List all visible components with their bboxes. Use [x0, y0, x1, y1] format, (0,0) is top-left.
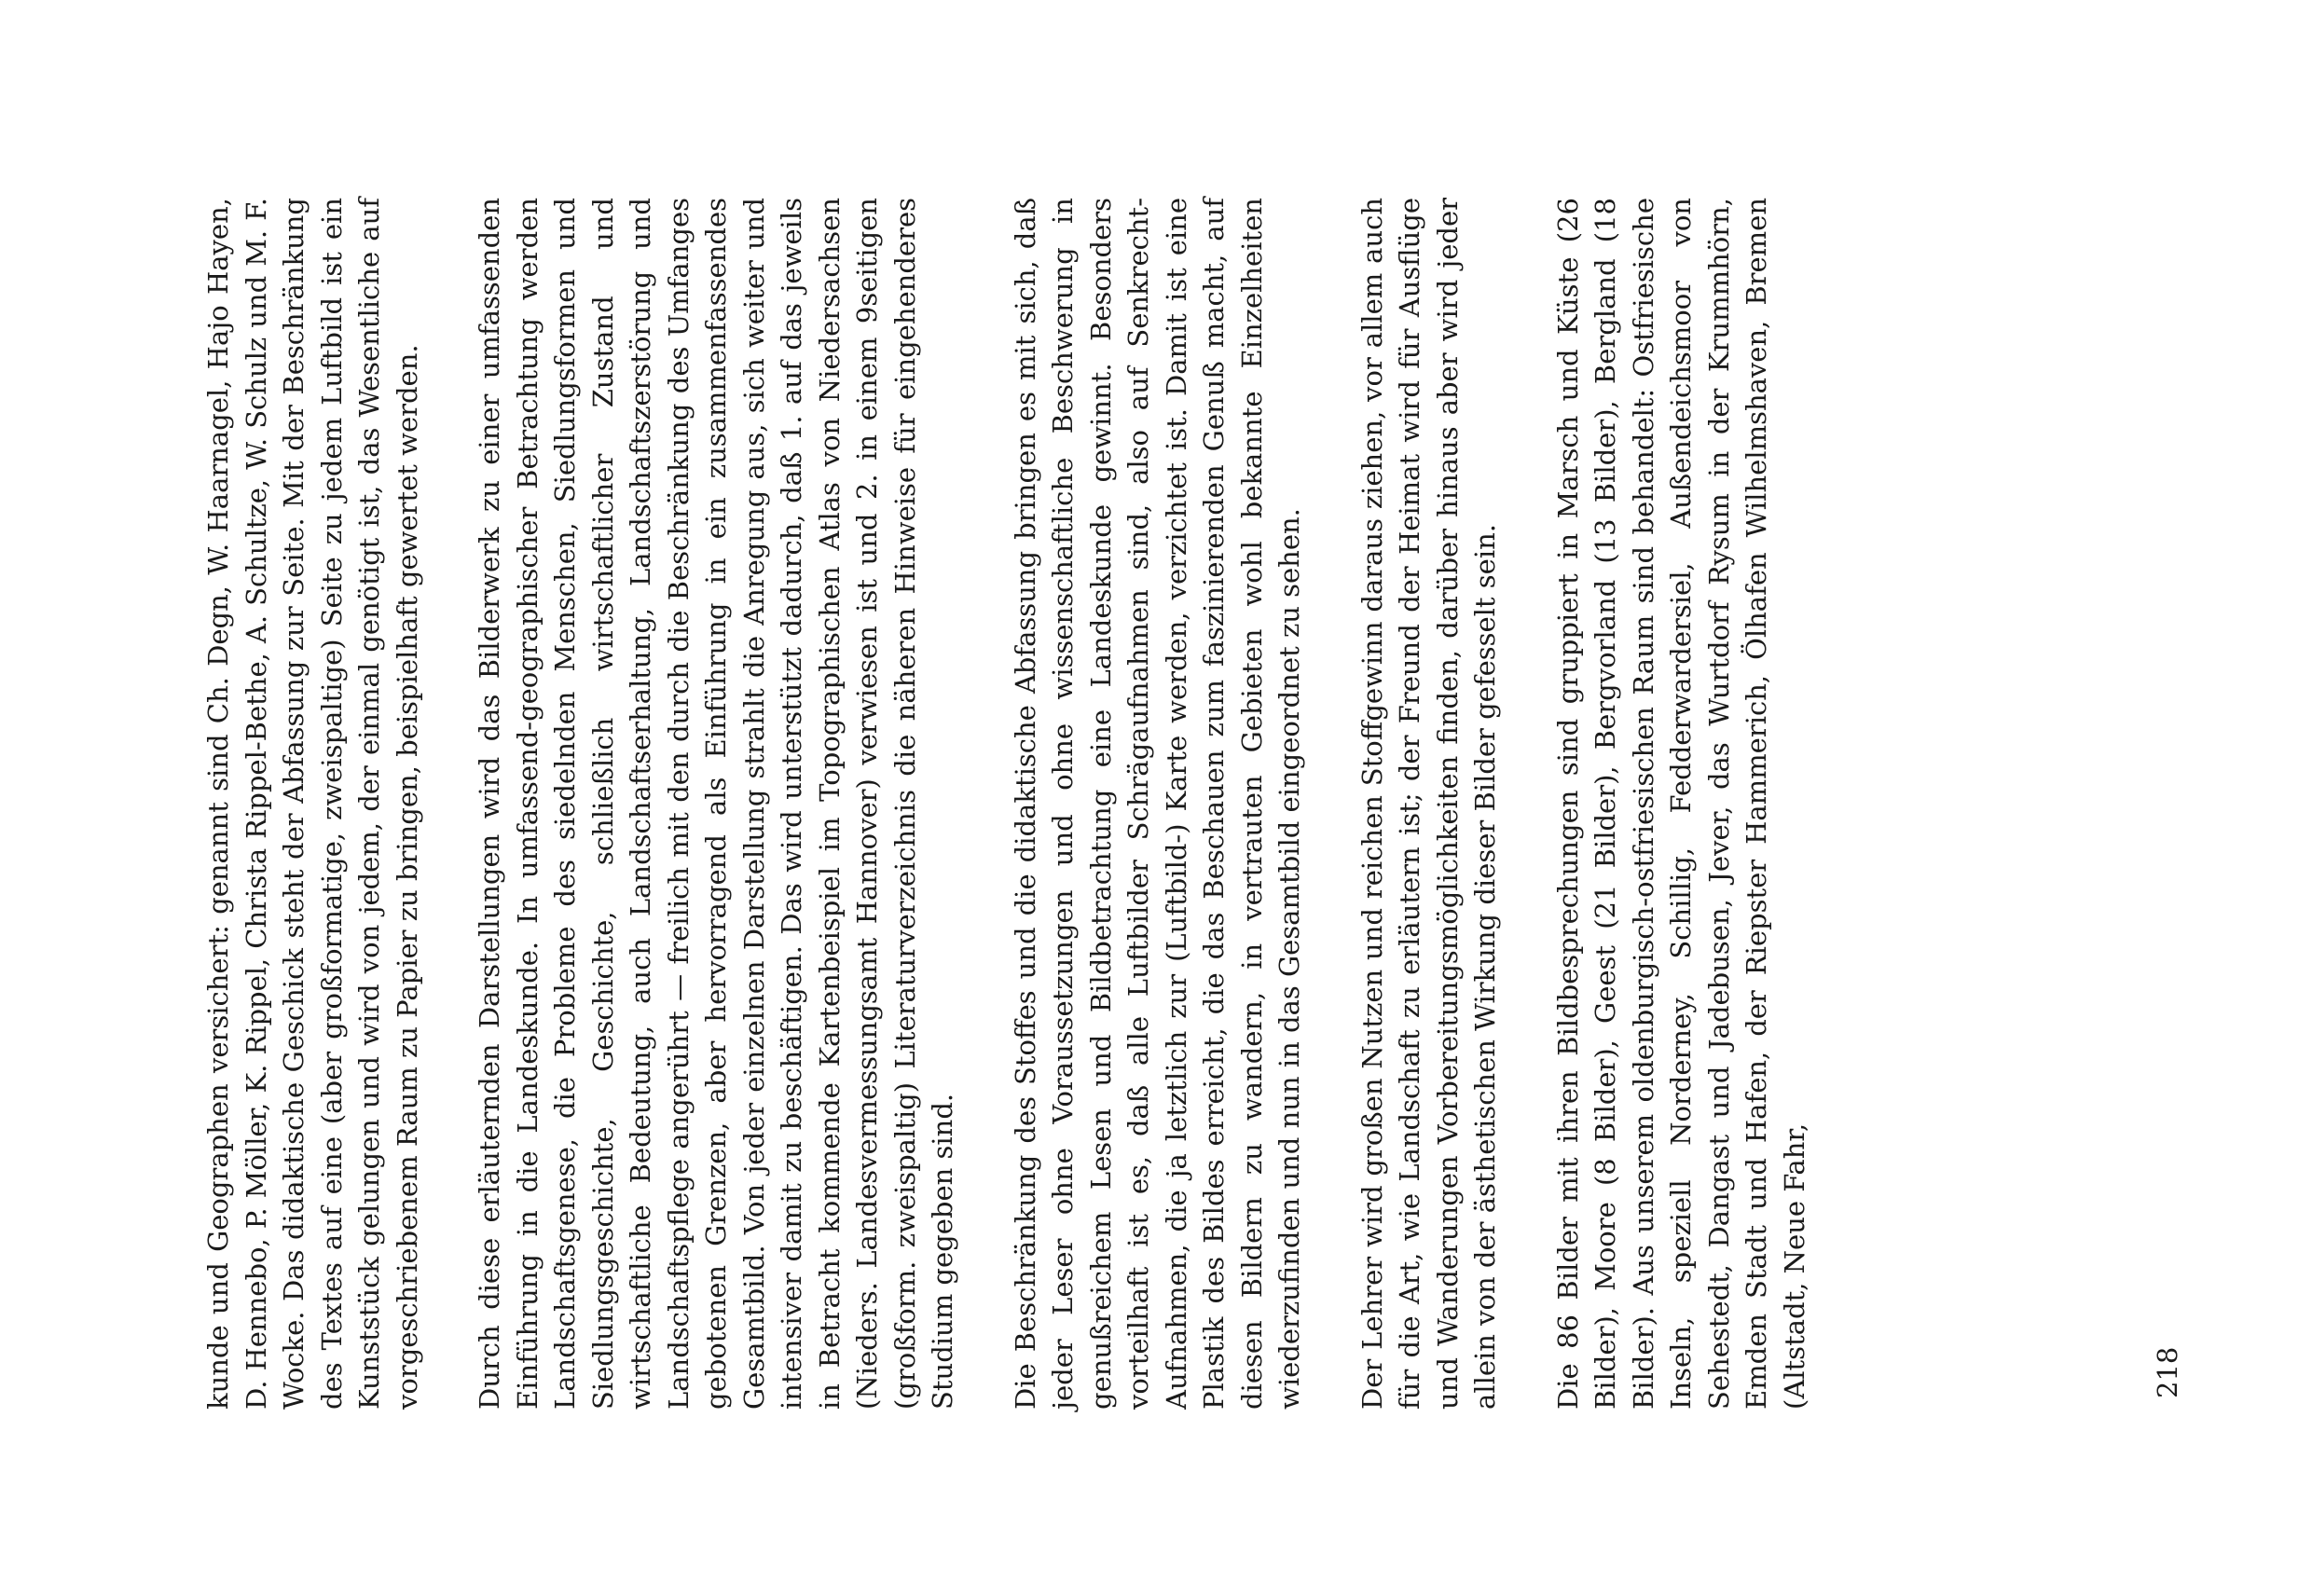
paragraph-4: Der Lehrer wird großen Nutzen und reichen Stoffgewinn daraus ziehen, vor allem auch für die Art, wie Landschaft zu erläutern ist; der Freund der Heimat wird für Ausflüge und Wanderungen Vorbereitungsmöglichkeiten finden, darüber hinaus aber wird jeder allein von der ästhetischen Wirkung dieser Bilder gefesselt sein.	[1356, 198, 1501, 1410]
paragraph-1: kunde und Geographen versichert: genannt sind Ch. Degn, W. Haarnagel, Hajo Hayen, D. Hennebo, P. Möller, K. Rippel, Christa Rippel-Bethe, A. Schultze, W. Schulz und M. F. Wocke. Das didaktische Geschick steht der Abfassung zur Seite. Mit der Beschränkung des Textes auf eine (aber großformatige, zweispaltige) Seite zu jedem Luftbild ist ein Kunststück gelungen und wird von jedem, der einmal genötigt ist, das Wesentliche auf vorgeschriebenem Raum zu Papier zu bringen, beispielhaft gewertet werden.	[202, 198, 423, 1410]
rotated-text-block	[200, 198, 1858, 1410]
paragraph-5: Die 86 Bilder mit ihren Bildbesprechungen sind gruppiert in Marsch und Küste (26 Bilder), Moore (8 Bilder), Geest (21 Bilder), Bergvorland (13 Bilder), Bergland (18 Bilder). Aus unserem oldenburgisch-ostfriesischen Raum sind behandelt: Ostfriesische Inseln, speziell Norderney, Schillig, Fedderwardersiel, Außendeichsmoor von Sehestedt, Dangast und Jadebusen, Jever, das Wurtdorf Rysum in der Krummhörn, Emden Stadt und Hafen, der Riepster Hammerich, Ölhafen Wilhelmshaven, Bremen (Altstadt, Neue Fahr,	[1551, 198, 1810, 1410]
page-number: 218	[2152, 1346, 2183, 1398]
paragraph-2: Durch diese erläuternden Darstellungen wird das Bilderwerk zu einer umfassenden Einführung in die Landeskunde. In umfassend-geographischer Betrachtung werden Landschaftsgenese, die Probleme des siedelnden Menschen, Siedlungsformen und Siedlungsgeschichte, Geschichte, schließlich wirtschaftlicher Zustand und wirtschaftliche Bedeutung, auch Landschaftserhaltung, Landschaftszerstörung und Landschaftspflege angerührt — freilich mit den durch die Beschränkung des Umfanges gebotenen Grenzen, aber hervorragend als Einführung in ein zusammenfassendes Gesamtbild. Von jeder einzelnen Darstellung strahlt die Anregung aus, sich weiter und intensiver damit zu beschäftigen. Das wird unterstützt dadurch, daß 1. auf das jeweils in Betracht kommende Kartenbeispiel im Topographischen Atlas von Niedersachsen (Nieders. Landesvermessungsamt Hannover) verwiesen ist und 2. in einem 9seitigen (großform. zweispaltig) Literaturverzeichnis die näheren Hinweise für eingehenderes Studium gegeben sind.	[474, 198, 958, 1410]
paragraph-3: Die Beschränkung des Stoffes und die didaktische Abfassung bringen es mit sich, daß jeder Leser ohne Voraussetzungen und ohne wissenschaftliche Beschwerung in genußreichem Lesen und Bildbetrachtung eine Landeskunde gewinnt. Besonders vorteilhaft ist es, daß alle Luftbilder Schrägaufnahmen sind, also auf Senkrecht-Aufnahmen, die ja letztlich zur (Luftbild-) Karte werden, verzichtet ist. Damit ist eine Plastik des Bildes erreicht, die das Beschauen zum faszinierenden Genuß macht, auf diesen Bildern zu wandern, in vertrauten Gebieten wohl bekannte Einzelheiten wiederzufinden und nun in das Gesamtbild eingeordnet zu sehen.	[1009, 198, 1305, 1410]
